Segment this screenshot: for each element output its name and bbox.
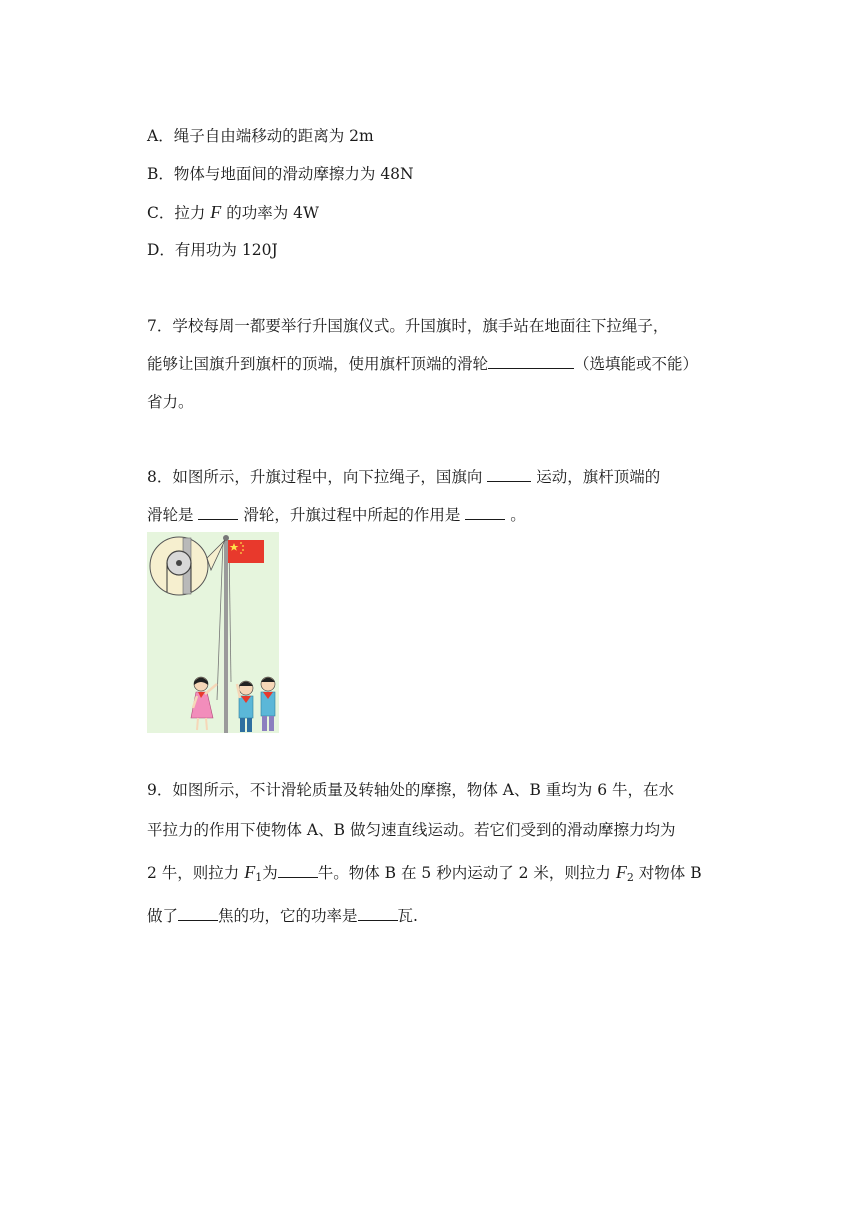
national-flag: [228, 540, 264, 563]
q9-line-3-suffix: 对物体 B: [633, 864, 702, 882]
q8-line-2-mid: 滑轮，升旗过程中所起的作用是: [238, 506, 466, 524]
q7-answer-blank[interactable]: [488, 354, 574, 369]
option-c-suffix: 的功率为 4W: [221, 204, 319, 222]
option-a: A．绳子自由端移动的距离为 2m: [147, 127, 374, 145]
q8-blank-direction[interactable]: [487, 467, 531, 482]
q9-line-4: [147, 906, 418, 926]
q9-line-3-mid: 为: [262, 864, 278, 882]
option-d: D．有用功为 120J: [147, 241, 278, 259]
option-c-prefix: C．拉力: [147, 204, 211, 222]
q8-line-1: [147, 467, 660, 487]
f2-variable: F: [615, 862, 627, 882]
q9-blank-power[interactable]: [358, 906, 398, 921]
q9-line-3-prefix: 2 牛，则拉力: [147, 864, 245, 882]
q9-line-4-prefix: 做了: [147, 907, 179, 925]
option-b: B．物体与地面间的滑动摩擦力为 48N: [147, 165, 414, 183]
option-c-variable: F: [210, 202, 222, 222]
option-c: [147, 202, 319, 223]
q7-line-1: 7．学校每周一都要举行升国旗仪式。升国旗时，旗手站在地面往下拉绳子，: [147, 317, 669, 335]
q7-line-3: 省力。: [147, 393, 194, 411]
f1-variable: F: [244, 862, 256, 882]
q8-line-2-suffix: 。: [505, 506, 526, 524]
q9-line-4-suffix: 瓦.: [397, 907, 418, 925]
flag-raising-illustration: [147, 532, 279, 733]
q7-line-2: [147, 354, 698, 374]
q8-line-2: [147, 505, 526, 525]
q7-line-2-prefix: 能够让国旗升到旗杆的顶端，使用旗杆顶端的滑轮: [147, 355, 489, 373]
pulley-axle: [176, 560, 182, 566]
flag-pole: [224, 538, 228, 733]
q9-line-3-mid2: 牛。物体 B 在 5 秒内运动了 2 米，则拉力: [317, 864, 616, 882]
q8-line-1-prefix: 8．如图所示，升旗过程中，向下拉绳子，国旗向: [147, 468, 488, 486]
q9-blank-work[interactable]: [178, 906, 218, 921]
q9-line-1: 9．如图所示，不计滑轮质量及转轴处的摩擦，物体 A、B 重均为 6 牛，在水: [147, 781, 675, 799]
q9-line-4-mid: 焦的功，它的功率是: [218, 907, 358, 925]
q9-line-2: 平拉力的作用下使物体 A、B 做匀速直线运动。若它们受到的滑动摩擦力均为: [147, 821, 676, 839]
q9-line-3: [147, 862, 702, 888]
f1-subscript: 1: [255, 871, 263, 884]
q8-line-1-suffix: 运动，旗杆顶端的: [531, 468, 661, 486]
q8-blank-function[interactable]: [465, 505, 505, 520]
q9-blank-f1[interactable]: [278, 863, 318, 878]
q7-line-2-suffix: （选填能或不能）: [574, 355, 699, 373]
f2-subscript: 2: [626, 871, 634, 884]
q8-line-2-prefix: 滑轮是: [147, 506, 199, 524]
q8-blank-pulley-type[interactable]: [198, 505, 238, 520]
